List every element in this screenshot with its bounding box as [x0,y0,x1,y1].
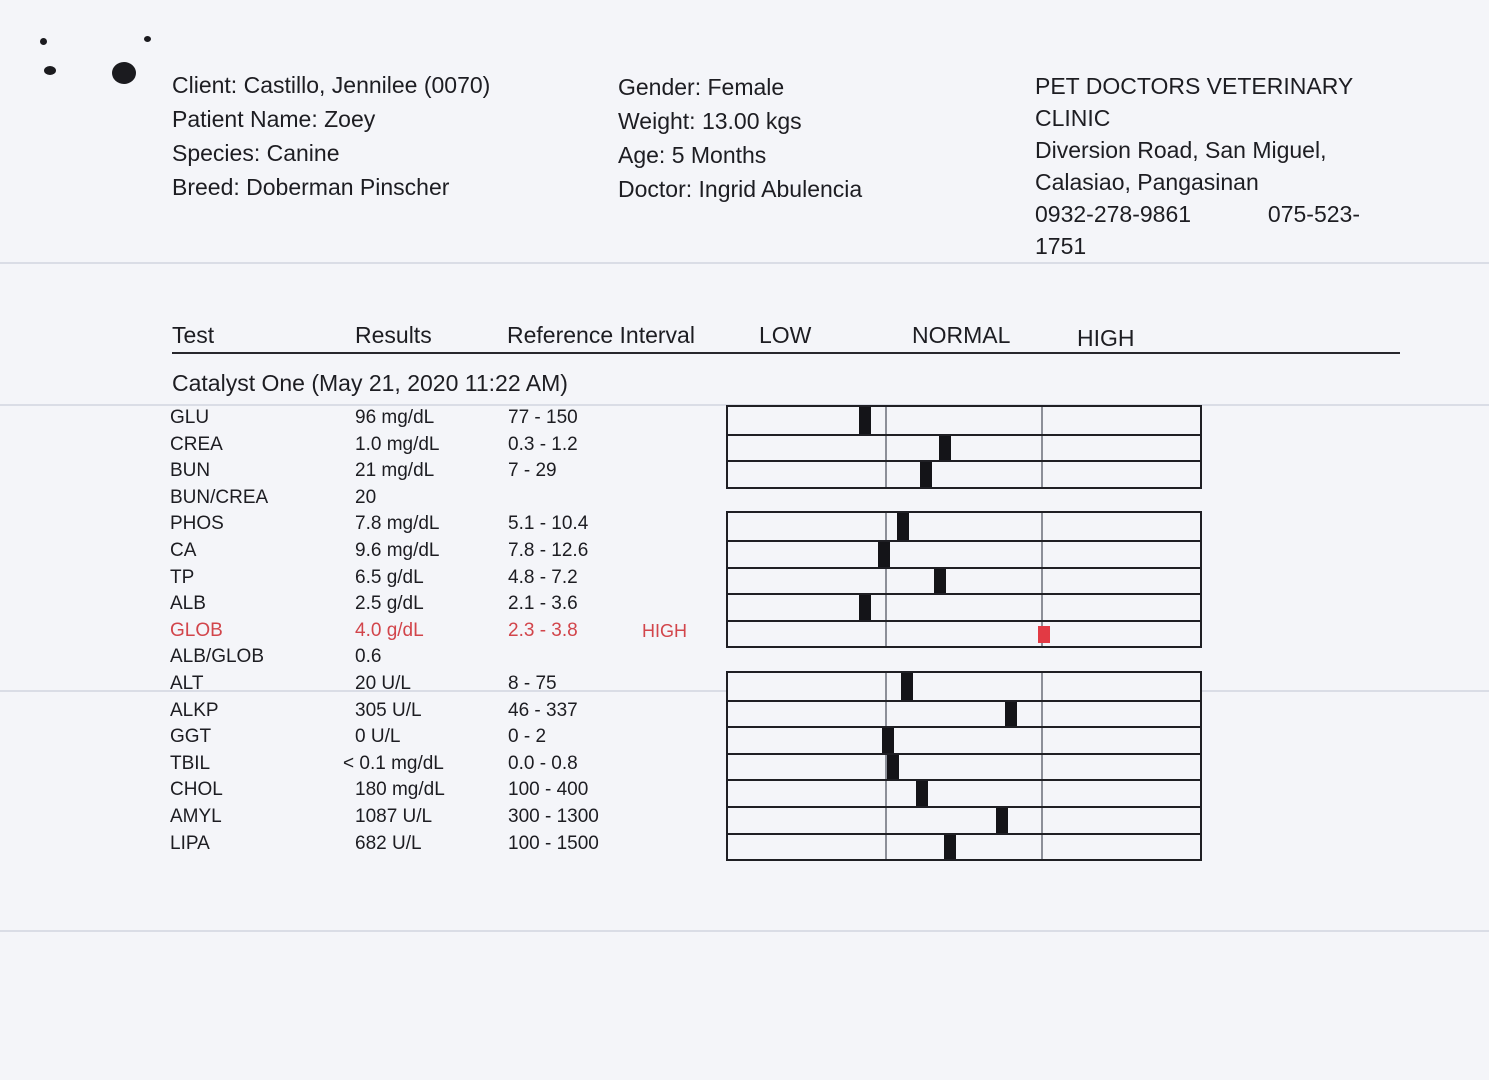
clinic-address-line2: Calasiao, Pangasinan [1035,169,1259,195]
gauge-row [728,753,1200,780]
header-normal: NORMAL [912,322,1011,348]
gender: Gender: Female [618,74,785,100]
test-result: 20 [355,486,377,508]
test-name: BUN [170,460,211,482]
test-name: AMYL [170,806,222,827]
gauge-marker [878,542,890,567]
clinic-phones [1035,198,1360,230]
patient-name: Patient Name: Zoey [172,106,376,132]
test-result: 4.0 g/dL [355,619,424,641]
gauge-marker [934,569,946,594]
gauge-marker [996,808,1008,833]
gauge-marker [859,407,871,434]
test-result: 305 U/L [355,699,422,721]
weight: Weight: 13.00 kgs [618,108,802,134]
header-divider [172,352,1400,354]
breed: Breed: Doberman Pinscher [172,174,450,200]
test-name: ALT [170,673,204,694]
test-name: ALB/GLOB [170,646,264,668]
reference-interval: 0.3 - 1.2 [508,433,578,455]
test-name: TP [170,566,195,588]
reference-interval: 0.0 - 0.8 [508,752,578,774]
test-result: 0.6 [355,646,382,668]
test-result: 9.6 mg/dL [355,540,440,561]
reference-interval: 100 - 1500 [508,832,599,854]
gauge-marker [882,728,894,753]
test-name: CA [170,540,197,561]
gauge-marker [887,755,899,780]
gauge-marker [944,835,956,860]
ink-spot-mark [112,62,136,84]
test-result: 21 mg/dL [355,460,435,482]
gauge-row [728,567,1200,594]
gauge-row [728,434,1200,461]
test-result: 20 U/L [355,673,411,694]
header-low: LOW [759,322,812,348]
test-result: 180 mg/dL [355,779,445,801]
reference-interval: 0 - 2 [508,726,547,748]
client-info [172,68,490,204]
clinic-name-line1: PET DOCTORS VETERINARY [1035,73,1354,99]
test-result: < 0.1 mg/dL [343,752,444,774]
test-result: 0 U/L [355,726,401,748]
result-flag: HIGH [642,620,687,641]
test-name: BUN/CREA [170,486,269,508]
reference-interval: 7 - 29 [508,460,557,482]
test-name: CREA [170,433,223,455]
header-test: Test [172,322,215,348]
gauge-marker-high [1038,626,1050,643]
reference-interval: 2.1 - 3.6 [508,593,578,615]
gauge-marker [1005,702,1017,727]
test-result: 1.0 mg/dL [355,433,440,455]
patient-info [618,70,862,206]
age: Age: 5 Months [618,142,767,168]
section-title: Catalyst One (May 21, 2020 11:22 AM) [172,370,568,396]
test-name: GLOB [170,619,223,641]
clinic-phone-2: 075-523- [1267,201,1360,227]
header-results: Results [355,322,432,348]
gauge-row [728,460,1200,487]
clinic-phone-2-continued: 1751 [1035,233,1087,259]
paper-fold-line [0,262,1489,264]
header-reference-interval: Reference Interval [507,322,695,348]
test-name: LIPA [170,832,210,854]
clinic-name-line2: CLINIC [1035,105,1111,131]
test-name: PHOS [170,513,224,535]
clinic-phone-1: 0932-278-9861 [1035,201,1192,227]
test-result: 6.5 g/dL [355,566,424,588]
test-name: ALB [170,593,206,615]
gauge-marker [920,462,932,487]
gauge-row [728,833,1200,860]
gauge-row [728,806,1200,833]
gauge-marker [939,436,951,461]
ink-spot-mark [144,36,151,42]
test-name: CHOL [170,779,223,801]
gauge-row [728,407,1200,434]
header-high: HIGH [1077,325,1135,351]
doctor: Doctor: Ingrid Abulencia [618,176,863,202]
gauge-row [728,540,1200,567]
reference-interval: 2.3 - 3.8 [508,619,578,641]
test-result: 96 mg/dL [355,407,435,428]
gauge-marker [859,595,871,620]
test-name: TBIL [170,752,211,774]
species: Species: Canine [172,140,340,166]
gauge-row [728,620,1200,647]
gauge-group [726,671,1202,861]
reference-interval: 46 - 337 [508,699,578,721]
gauge-row [728,726,1200,753]
clinic-info [1035,70,1375,262]
test-name: GLU [170,407,210,428]
gauge-marker [901,673,913,700]
reference-interval: 8 - 75 [508,673,557,694]
paper-fold-line [0,930,1489,932]
reference-interval: 5.1 - 10.4 [508,513,589,535]
test-name: ALKP [170,699,219,721]
gauge-row [728,513,1200,540]
reference-interval: 7.8 - 12.6 [508,540,589,561]
gauge-row [728,673,1200,700]
reference-interval: 4.8 - 7.2 [508,566,578,588]
clinic-address-line1: Diversion Road, San Miguel, [1035,137,1327,163]
test-result: 1087 U/L [355,806,433,827]
gauge-marker [916,781,928,806]
client-name: Client: Castillo, Jennilee (0070) [172,72,491,98]
test-result: 7.8 mg/dL [355,513,440,535]
gauge-row [728,700,1200,727]
test-name: GGT [170,726,212,748]
reference-interval: 300 - 1300 [508,806,599,827]
gauge-row [728,593,1200,620]
gauge-row [728,779,1200,806]
ink-spot-mark [44,66,56,75]
gauge-group [726,511,1202,648]
test-result: 682 U/L [355,832,422,854]
test-result: 2.5 g/dL [355,593,424,615]
reference-interval: 77 - 150 [508,407,578,428]
gauge-marker [897,513,909,540]
reference-interval: 100 - 400 [508,779,589,801]
gauge-group [726,405,1202,489]
ink-spot-mark [40,38,47,45]
